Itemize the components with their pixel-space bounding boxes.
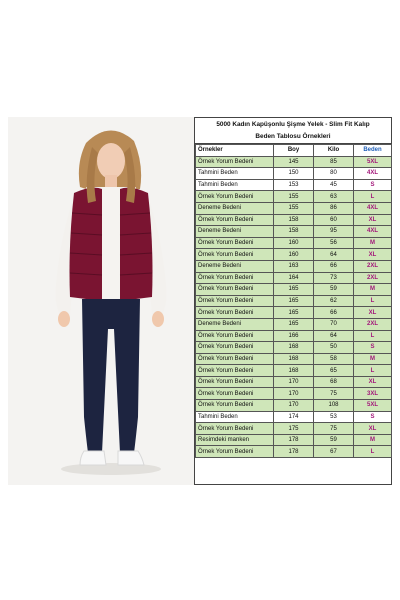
row-example-name: Örnek Yorum Bedeni [196,376,274,388]
table-header-row [196,145,392,157]
row-example-name: Örnek Yorum Bedeni [196,272,274,284]
table-row [196,156,392,168]
row-height: 158 [274,214,314,226]
row-height: 165 [274,307,314,319]
row-example-name: Örnek Yorum Bedeni [196,307,274,319]
row-height: 155 [274,191,314,203]
row-example-name: Örnek Yorum Bedeni [196,156,274,168]
table-row [196,388,392,400]
table-row [196,214,392,226]
row-size: L [354,330,392,342]
row-weight: 64 [314,249,354,261]
row-weight: 62 [314,295,354,307]
table-row [196,179,392,191]
size-table [195,144,392,458]
row-weight: 65 [314,365,354,377]
table-row [196,237,392,249]
row-weight: 59 [314,434,354,446]
row-weight: 60 [314,214,354,226]
row-height: 166 [274,330,314,342]
row-example-name: Tahmini Beden [196,179,274,191]
row-size: M [354,353,392,365]
row-example-name: Örnek Yorum Bedeni [196,388,274,400]
row-height: 170 [274,400,314,412]
table-row [196,446,392,458]
row-height: 170 [274,376,314,388]
product-photo [8,117,194,485]
row-size: 5XL [354,156,392,168]
row-size: 3XL [354,388,392,400]
row-example-name: Deneme Bedeni [196,202,274,214]
table-row [196,353,392,365]
row-example-name: Örnek Yorum Bedeni [196,342,274,354]
row-example-name: Örnek Yorum Bedeni [196,365,274,377]
row-size: XL [354,376,392,388]
row-size: 5XL [354,400,392,412]
row-height: 175 [274,423,314,435]
row-size: L [354,446,392,458]
table-row [196,318,392,330]
row-height: 160 [274,237,314,249]
row-weight: 50 [314,342,354,354]
row-weight: 75 [314,423,354,435]
table-row [196,376,392,388]
row-example-name: Örnek Yorum Bedeni [196,249,274,261]
table-body [196,156,392,457]
row-height: 160 [274,249,314,261]
table-row [196,307,392,319]
row-weight: 45 [314,179,354,191]
table-row [196,434,392,446]
row-weight: 67 [314,446,354,458]
row-weight: 73 [314,272,354,284]
row-example-name: Deneme Bedeni [196,260,274,272]
row-size: L [354,365,392,377]
table-row [196,365,392,377]
row-height: 153 [274,179,314,191]
table-row [196,202,392,214]
row-size: XL [354,249,392,261]
row-weight: 95 [314,226,354,238]
row-size: 2XL [354,318,392,330]
row-weight: 108 [314,400,354,412]
row-weight: 85 [314,156,354,168]
table-row [196,249,392,261]
header-beden: Beden [354,145,392,157]
row-size: L [354,295,392,307]
row-example-name: Tahmini Beden [196,411,274,423]
table-row [196,168,392,180]
row-example-name: Örnek Yorum Bedeni [196,237,274,249]
row-weight: 58 [314,353,354,365]
row-example-name: Örnek Yorum Bedeni [196,214,274,226]
row-example-name: Örnek Yorum Bedeni [196,330,274,342]
row-size: L [354,191,392,203]
table-row [196,295,392,307]
row-weight: 66 [314,260,354,272]
row-size: M [354,284,392,296]
row-weight: 75 [314,388,354,400]
table-row [196,400,392,412]
row-example-name: Örnek Yorum Bedeni [196,423,274,435]
row-height: 165 [274,295,314,307]
row-example-name: Örnek Yorum Bedeni [196,446,274,458]
row-size: 2XL [354,272,392,284]
row-height: 164 [274,272,314,284]
row-weight: 86 [314,202,354,214]
row-example-name: Örnek Yorum Bedeni [196,295,274,307]
table-row [196,284,392,296]
row-height: 165 [274,284,314,296]
model-illustration [8,117,194,485]
row-height: 168 [274,342,314,354]
header-boy: Boy [274,145,314,157]
row-weight: 80 [314,168,354,180]
chart-title-line1: 5000 Kadın Kapüşonlu Şişme Yelek - Slim Fit Kalıp [216,121,370,128]
row-height: 158 [274,226,314,238]
row-weight: 63 [314,191,354,203]
table-row [196,191,392,203]
table-row [196,411,392,423]
chart-title-line2: Beden Tablosu Örnekleri [255,133,331,140]
row-weight: 56 [314,237,354,249]
row-example-name: Örnek Yorum Bedeni [196,284,274,296]
row-size: 4XL [354,226,392,238]
row-height: 174 [274,411,314,423]
row-height: 165 [274,318,314,330]
header-ornekler: Örnekler [196,145,274,157]
row-example-name: Örnek Yorum Bedeni [196,400,274,412]
header-kilo: Kilo [314,145,354,157]
row-example-name: Örnek Yorum Bedeni [196,191,274,203]
row-example-name: Deneme Bedeni [196,318,274,330]
row-size: 4XL [354,202,392,214]
row-weight: 53 [314,411,354,423]
row-height: 163 [274,260,314,272]
row-size: S [354,179,392,191]
row-size: 2XL [354,260,392,272]
table-row [196,423,392,435]
row-height: 168 [274,353,314,365]
row-height: 178 [274,446,314,458]
row-weight: 59 [314,284,354,296]
row-example-name: Tahmini Beden [196,168,274,180]
row-size: XL [354,214,392,226]
size-chart [194,117,392,485]
row-size: S [354,342,392,354]
row-example-name: Örnek Yorum Bedeni [196,353,274,365]
row-weight: 68 [314,376,354,388]
chart-title [195,118,391,144]
table-row [196,272,392,284]
row-size: XL [354,307,392,319]
row-size: M [354,434,392,446]
row-height: 178 [274,434,314,446]
row-height: 150 [274,168,314,180]
row-size: S [354,411,392,423]
table-row [196,330,392,342]
table-row [196,226,392,238]
row-example-name: Resimdeki manken [196,434,274,446]
row-height: 168 [274,365,314,377]
row-weight: 70 [314,318,354,330]
row-size: M [354,237,392,249]
table-row [196,260,392,272]
row-weight: 66 [314,307,354,319]
row-height: 145 [274,156,314,168]
row-height: 155 [274,202,314,214]
row-height: 170 [274,388,314,400]
row-example-name: Deneme Bedeni [196,226,274,238]
row-size: 4XL [354,168,392,180]
row-size: XL [354,423,392,435]
row-weight: 64 [314,330,354,342]
table-row [196,342,392,354]
